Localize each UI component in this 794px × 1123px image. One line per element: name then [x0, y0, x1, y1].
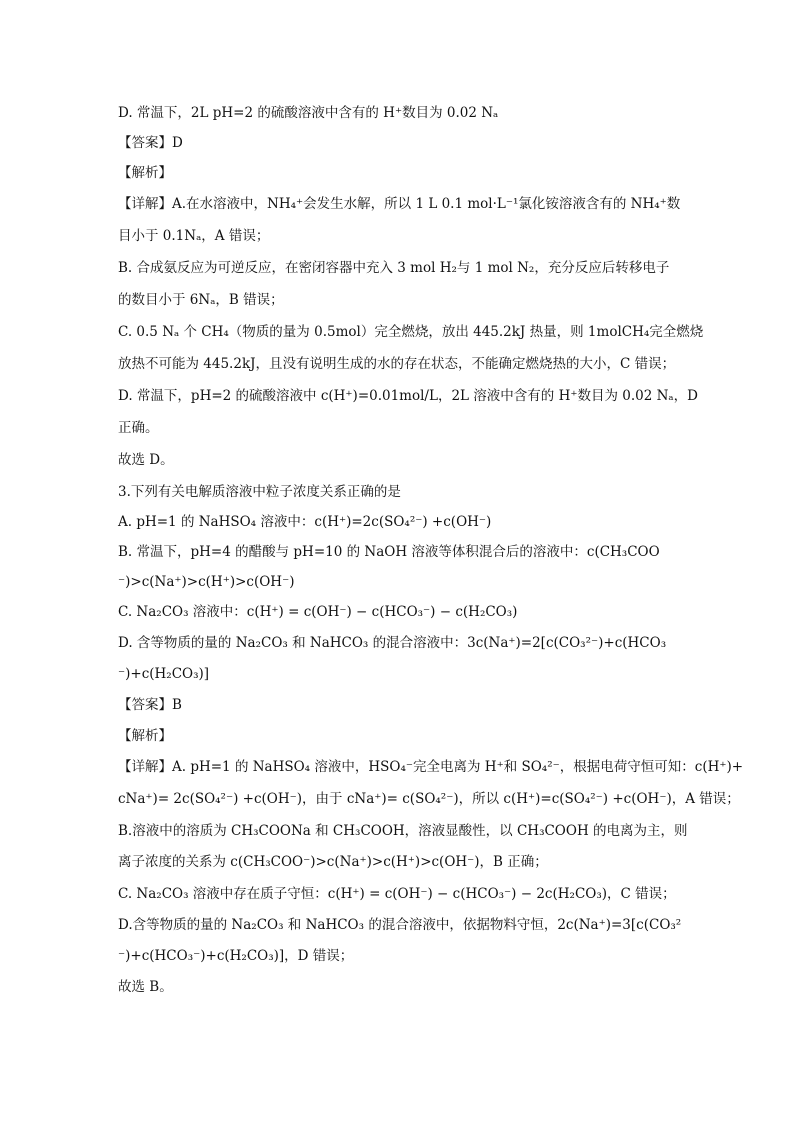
text-line: 目小于 0.1Nₐ，A 错误；	[118, 228, 270, 244]
option-a: A. pH=1 的 NaHSO₄ 溶液中：c(H⁺)=2c(SO₄²⁻) +c(OH⁻)	[118, 514, 492, 530]
text-line: B. 合成氨反应为可逆反应，在密闭容器中充入 3 mol H₂与 1 mol N₂，充分反应后转移电子	[118, 260, 670, 276]
text-line: 的数目小于 6Nₐ，B 错误；	[118, 292, 284, 308]
text-line: 【详解】A.在水溶液中，NH₄⁺会发生水解，所以 1 L 0.1 mol·L⁻¹氯化铵溶液含有的 NH₄⁺数	[118, 196, 681, 212]
option-b-cont: ⁻)>c(Na⁺)>c(H⁺)>c(OH⁻)	[118, 574, 295, 590]
text-line: 正确。	[118, 420, 159, 436]
text-line: D. 常温下，2L pH=2 的硫酸溶液中含有的 H⁺数目为 0.02 Nₐ	[118, 105, 499, 121]
option-d-cont: ⁻)+c(H₂CO₃)]	[118, 666, 210, 682]
text-line: D. 常温下，pH=2 的硫酸溶液中 c(H⁺)=0.01mol/L，2L 溶液中含有的 H⁺数目为 0.02 Nₐ，D	[118, 388, 698, 404]
text-line: 【详解】A. pH=1 的 NaHSO₄ 溶液中，HSO₄⁻完全电离为 H⁺和 SO₄²⁻，根据电荷守恒可知：c(H⁺)+	[118, 759, 744, 775]
text-line: ⁻)+c(HCO₃⁻)+c(H₂CO₃)]，D 错误；	[118, 948, 354, 964]
text-line: 【答案】D	[118, 135, 183, 151]
option-b: B. 常温下，pH=4 的醋酸与 pH=10 的 NaOH 溶液等体积混合后的溶液中：c(CH₃COO	[118, 544, 660, 560]
text-line: 离子浓度的关系为 c(CH₃COO⁻)>c(Na⁺)>c(H⁺)>c(OH⁻)，B 正确；	[118, 854, 548, 870]
analysis-label: 【解析】	[118, 728, 172, 744]
text-line: D.含等物质的量的 Na₂CO₃ 和 NaHCO₃ 的混合溶液中，依据物料守恒，2c(Na⁺)=3[c(CO₃²	[118, 917, 682, 933]
text-line: B.溶液中的溶质为 CH₃COONa 和 CH₃COOH，溶液显酸性，以 CH₃COOH 的电离为主，则	[118, 823, 688, 839]
text-line: cNa⁺)= 2c(SO₄²⁻) +c(OH⁻)，由于 cNa⁺)= c(SO₄²⁻)，所以 c(H⁺)=c(SO₄²⁻) +c(OH⁻)，A 错误；	[118, 791, 740, 807]
text-line: C. 0.5 Nₐ 个 CH₄（物质的量为 0.5mol）完全燃烧，放出 445.2kJ 热量，则 1molCH₄完全燃烧	[118, 324, 704, 340]
text-line: 故选 D。	[118, 452, 174, 468]
question-title: 3.下列有关电解质溶液中粒子浓度关系正确的是	[118, 484, 401, 500]
text-line: 放热不可能为 445.2kJ，且没有说明生成的水的存在状态，不能确定燃烧热的大小，C 错误；	[118, 356, 676, 372]
text-line: 【解析】	[118, 165, 172, 181]
answer-label: 【答案】B	[118, 697, 182, 713]
option-d: D. 含等物质的量的 Na₂CO₃ 和 NaHCO₃ 的混合溶液中：3c(Na⁺)=2[c(CO₃²⁻)+c(HCO₃	[118, 635, 667, 651]
text-line: C. Na₂CO₃ 溶液中存在质子守恒：c(H⁺) = c(OH⁻) − c(HCO₃⁻) − 2c(H₂CO₃)，C 错误；	[118, 886, 676, 902]
option-c: C. Na₂CO₃ 溶液中：c(H⁺) = c(OH⁻) − c(HCO₃⁻) − c(H₂CO₃)	[118, 604, 518, 620]
text-line: 故选 B。	[118, 979, 173, 995]
